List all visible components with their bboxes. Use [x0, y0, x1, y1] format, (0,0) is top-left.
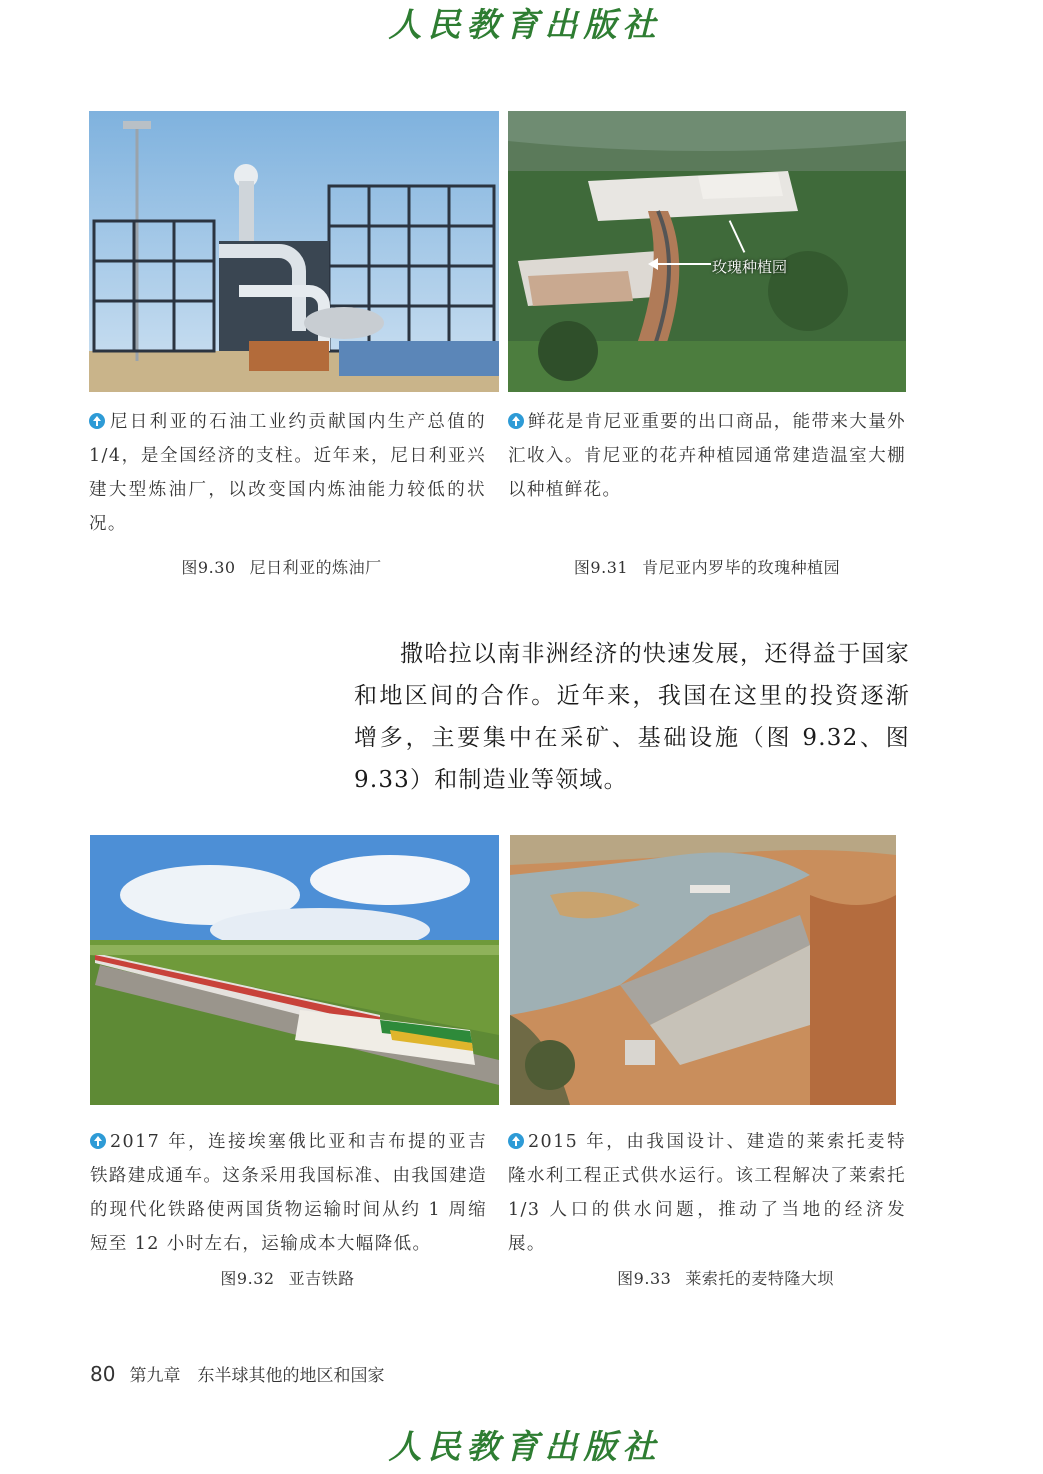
- chapter-title: 第九章 东半球其他的地区和国家: [129, 1366, 385, 1386]
- figure-9-30-caption: [89, 405, 486, 541]
- figure-9-33-label: [508, 1266, 943, 1289]
- figure-title: 肯尼亚内罗毕的玫瑰种植园: [642, 558, 841, 577]
- figure-9-30-label: [89, 555, 474, 578]
- rose-plantation-label: 玫瑰种植园: [712, 258, 788, 276]
- rose-plantation-photo: [508, 111, 906, 392]
- figure-9-31-label: [508, 555, 906, 578]
- railway-photo: [90, 835, 499, 1105]
- figure-9-32-caption: [90, 1125, 487, 1261]
- up-arrow-circle-icon: [508, 413, 524, 429]
- figure-title: 莱索托的麦特隆大坝: [685, 1269, 834, 1288]
- dam-photo: [510, 835, 896, 1105]
- figure-number: 图9.33: [617, 1269, 672, 1288]
- annotation-arrow-head-icon: [648, 258, 658, 270]
- figure-9-32-caption-text: 2017 年，连接埃塞俄比亚和吉布提的亚吉铁路建成通车。这条采用我国标准、由我国建造的现代化铁路使两国货物运输时间从约 1 周缩短至 12 小时左右，运输成本大幅降低。: [90, 1132, 487, 1254]
- figure-title: 尼日利亚的炼油厂: [249, 558, 382, 577]
- figure-9-33-caption: [508, 1125, 906, 1261]
- publisher-logo-top: 人民教育出版社: [388, 5, 662, 44]
- page-number: 80: [90, 1362, 116, 1386]
- figure-9-31-caption: [508, 405, 906, 507]
- up-arrow-circle-icon: [508, 1133, 524, 1149]
- figure-9-32-label: [90, 1266, 485, 1289]
- annotation-arrow-line: [651, 263, 711, 265]
- figure-number: 图9.32: [220, 1269, 275, 1288]
- up-arrow-circle-icon: [90, 1133, 106, 1149]
- publisher-logo-bottom: 人民教育出版社: [388, 1427, 662, 1466]
- up-arrow-circle-icon: [89, 413, 105, 429]
- figure-9-33-caption-text: 2015 年，由我国设计、建造的莱索托麦特隆水利工程正式供水运行。该工程解决了莱索托 1/3 人口的供水问题，推动了当地的经济发展。: [508, 1132, 906, 1254]
- body-paragraph: 撒哈拉以南非洲经济的快速发展，还得益于国家和地区间的合作。近年来，我国在这里的投资逐渐增多，主要集中在采矿、基础设施（图 9.32、图 9.33）和制造业等领域。: [354, 641, 910, 793]
- figure-number: 图9.31: [573, 558, 629, 577]
- figure-9-31-caption-text: 鲜花是肯尼亚重要的出口商品，能带来大量外汇收入。肯尼亚的花卉种植园通常建造温室大棚以种植鲜花。: [508, 412, 906, 500]
- figure-title: 亚吉铁路: [288, 1269, 355, 1288]
- figure-number: 图9.30: [181, 558, 236, 577]
- refinery-photo: [89, 111, 499, 392]
- figure-9-30-caption-text: 尼日利亚的石油工业约贡献国内生产总值的 1/4，是全国经济的支柱。近年来，尼日利亚兴建大型炼油厂，以改变国内炼油能力较低的状况。: [89, 412, 486, 534]
- page-footer: [90, 1361, 384, 1386]
